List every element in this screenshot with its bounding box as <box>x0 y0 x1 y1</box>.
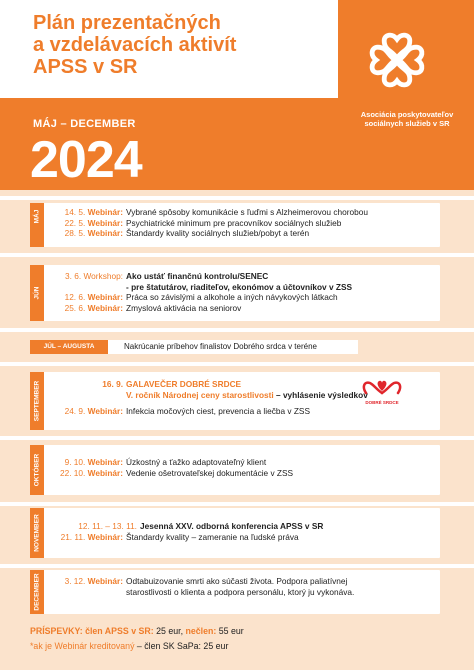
month-block-october <box>30 445 440 495</box>
list-item: 12. 6. Webinár: Práca so závislými a alkohole a iných návykových látkach <box>64 292 338 303</box>
list-item: 28. 5. Webinár: Štandardy kvality sociálnych služieb/pobyt a terén <box>64 228 310 239</box>
month-block-september <box>30 372 440 430</box>
conference-item: 12. 11. – 13. 11. Jesenná XXV. odborná konferencia APSS v SR <box>78 521 324 531</box>
month-tab-september: SEPTEMBER <box>30 372 44 430</box>
divider <box>0 362 474 366</box>
heart-hands-icon <box>360 377 404 395</box>
month-tab-october: OKTÓBER <box>30 445 44 495</box>
divider <box>0 564 474 568</box>
divider <box>0 196 474 200</box>
list-item: 9. 10. Webinár: Úzkostný a ťažko adaptovateľný klient <box>64 457 267 467</box>
month-block-may <box>30 203 440 247</box>
month-tab-december: DECEMBER <box>30 570 44 614</box>
july-august-text: Nakrúcanie príbehov finalistov Dobrého srdca v teréne <box>108 340 358 354</box>
month-tab-may: MÁJ <box>30 203 44 247</box>
apss-heart-logo-icon <box>356 20 438 100</box>
list-item: 25. 6. Webinár: Zmyslová aktivácia na seniorov <box>64 302 242 313</box>
list-item: 3. 12. Webinár: Odtabuizovanie smrti ako súčasti života. Podpora paliatívnej starostlivosti o klienta a podpora personálu, ktorý ju vykonáva. <box>64 576 355 597</box>
list-item: 22. 5. Webinár: Psychiatrické minimum pre pracovníkov sociálnych služieb <box>64 217 342 228</box>
divider <box>0 502 474 506</box>
divider <box>0 436 474 440</box>
divider <box>0 328 474 332</box>
fees-line: PRÍSPEVKY: člen APSS v SR: 25 eur, nečlen: 55 eur <box>30 626 244 636</box>
page-title: Plán prezentačných a vzdelávacích aktivít APSS v SR <box>33 12 237 78</box>
list-item: 24. 9. Webinár: Infekcia močových ciest, prevencia a liečba v ZSS <box>64 406 310 417</box>
month-block-december <box>30 570 440 614</box>
dobre-srdce-logo: DOBRÉ SRDCE <box>360 377 404 401</box>
list-item: 22. 10. Webinár: Vedenie ošetrovateľskej dokumentácie v ZSS <box>59 467 294 478</box>
month-tab-november: NOVEMBER <box>30 508 44 558</box>
month-block-june <box>30 265 440 321</box>
list-item: 14. 5. Webinár: Vybrané spôsoby komunikácie s ľuďmi s Alzheimerovou chorobou <box>64 207 368 217</box>
gala-item: 16. 9. GALAVEČER DOBRÉ SRDCE <box>102 379 242 389</box>
credit-note: *ak je Webinár kreditovaný – člen SK SaPa: 25 eur <box>30 641 229 651</box>
divider <box>0 253 474 257</box>
month-tab-june: JÚN <box>30 265 44 321</box>
workshop-item: 3. 6. Workshop: Ako ustáť finančnú kontrolu/SENEC <box>65 271 269 281</box>
period-label: MÁJ – DECEMBER <box>33 118 136 130</box>
month-block-november <box>30 508 440 558</box>
list-item: 21. 11. Webinár: Štandardy kvality – zameranie na ľudské práva <box>60 531 299 542</box>
year-heading: 2024 <box>30 131 142 189</box>
organization-name: Asociácia poskytovateľov sociálnych služieb v SR <box>360 110 454 128</box>
gala-subtitle: V. ročník Národnej ceny starostlivosti – vyhlásenie výsledkov <box>126 389 368 400</box>
workshop-audience: - pre štatutárov, riaditeľov, ekonómov a účtovníkov v ZSS <box>126 281 353 292</box>
month-tab-july-august: JÚL – AUGUSTA <box>30 340 108 354</box>
